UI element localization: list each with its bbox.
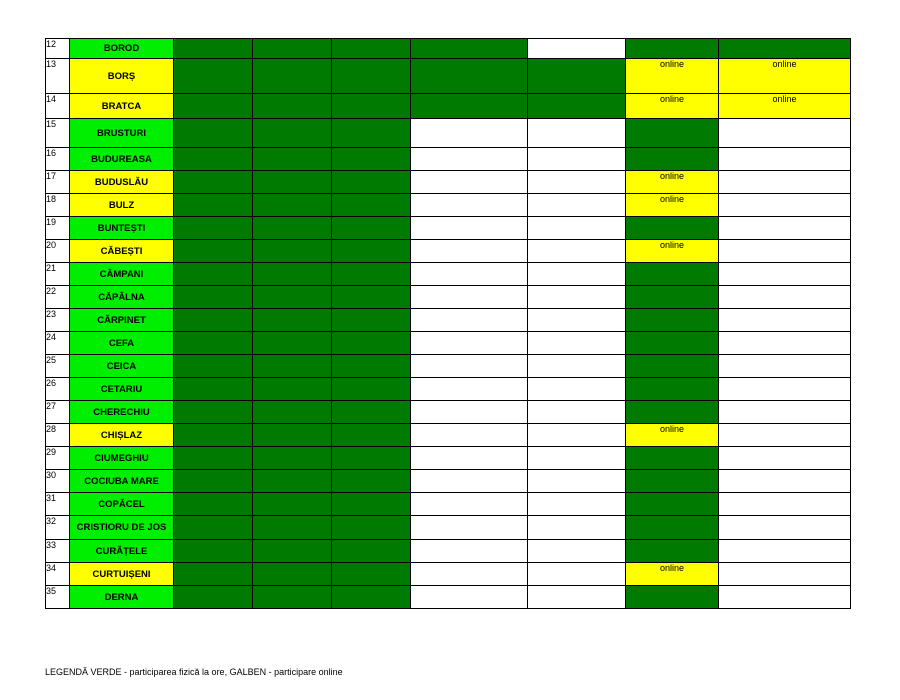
commune-name: BOROD <box>70 39 174 59</box>
status-cell-physical <box>253 470 332 493</box>
status-cell-physical <box>626 286 719 309</box>
row-number: 20 <box>46 240 70 263</box>
status-cell-empty <box>528 424 626 447</box>
legend-text: LEGENDĂ VERDE - participarea fizică la ore, GALBEN - participare online <box>45 667 343 677</box>
status-cell-physical <box>626 148 719 171</box>
status-cell-physical <box>253 194 332 217</box>
status-cell-physical <box>626 378 719 401</box>
status-cell-physical <box>626 540 719 563</box>
status-cell-empty <box>411 378 528 401</box>
status-cell-empty <box>528 194 626 217</box>
status-cell-empty <box>411 516 528 540</box>
status-cell-physical <box>253 148 332 171</box>
status-cell-physical <box>332 171 411 194</box>
status-cell-empty <box>719 263 851 286</box>
row-number: 29 <box>46 447 70 470</box>
status-cell-physical <box>174 447 253 470</box>
row-number: 32 <box>46 516 70 540</box>
table-row <box>46 470 851 493</box>
status-cell-physical <box>174 39 253 59</box>
attendance-table <box>45 38 851 609</box>
commune-name: BUDUSLĂU <box>70 171 174 194</box>
status-cell-empty <box>411 493 528 516</box>
status-cell-empty <box>719 586 851 609</box>
status-cell-physical <box>174 470 253 493</box>
status-cell-physical <box>174 540 253 563</box>
status-cell-empty <box>528 217 626 240</box>
row-number: 25 <box>46 355 70 378</box>
status-cell-empty <box>528 286 626 309</box>
status-cell-empty <box>411 240 528 263</box>
status-cell-physical <box>332 540 411 563</box>
status-cell-physical <box>332 586 411 609</box>
status-cell-physical <box>174 263 253 286</box>
status-cell-physical <box>332 332 411 355</box>
status-cell-empty <box>528 447 626 470</box>
status-cell-physical <box>332 263 411 286</box>
status-cell-physical <box>253 563 332 586</box>
status-cell-empty <box>528 493 626 516</box>
status-cell-physical <box>253 424 332 447</box>
status-cell-physical <box>174 309 253 332</box>
status-cell-online: online <box>626 240 719 263</box>
table-row <box>46 586 851 609</box>
commune-name: BULZ <box>70 194 174 217</box>
status-cell-physical <box>626 401 719 424</box>
commune-name: CĂRPINET <box>70 309 174 332</box>
status-cell-physical <box>253 309 332 332</box>
status-cell-physical <box>332 194 411 217</box>
status-cell-physical <box>174 171 253 194</box>
status-cell-physical <box>626 332 719 355</box>
status-cell-physical <box>528 59 626 94</box>
status-cell-empty <box>528 171 626 194</box>
commune-name: BRATCA <box>70 94 174 119</box>
status-cell-physical <box>411 39 528 59</box>
status-cell-empty <box>528 148 626 171</box>
commune-name: CHIȘLAZ <box>70 424 174 447</box>
status-cell-physical <box>253 94 332 119</box>
row-number: 24 <box>46 332 70 355</box>
status-cell-empty <box>411 586 528 609</box>
table-row <box>46 286 851 309</box>
status-cell-empty <box>719 424 851 447</box>
table-row <box>46 119 851 148</box>
status-cell-physical <box>253 286 332 309</box>
row-number: 16 <box>46 148 70 171</box>
row-number: 28 <box>46 424 70 447</box>
status-cell-empty <box>719 332 851 355</box>
commune-name: CĂPÂLNA <box>70 286 174 309</box>
status-cell-empty <box>411 148 528 171</box>
status-cell-physical <box>332 424 411 447</box>
row-number: 34 <box>46 563 70 586</box>
table-row <box>46 563 851 586</box>
status-cell-empty <box>719 470 851 493</box>
status-cell-physical <box>174 563 253 586</box>
status-cell-empty <box>528 332 626 355</box>
status-cell-online: online <box>626 171 719 194</box>
status-cell-empty <box>719 378 851 401</box>
table-row <box>46 217 851 240</box>
status-cell-physical <box>626 493 719 516</box>
status-cell-empty <box>411 309 528 332</box>
status-cell-physical <box>253 240 332 263</box>
row-number: 30 <box>46 470 70 493</box>
status-cell-physical <box>332 59 411 94</box>
status-cell-empty <box>411 286 528 309</box>
row-number: 19 <box>46 217 70 240</box>
commune-name: CIUMEGHIU <box>70 447 174 470</box>
table-row <box>46 263 851 286</box>
table-row <box>46 332 851 355</box>
status-cell-empty <box>528 240 626 263</box>
status-cell-empty <box>528 470 626 493</box>
status-cell-physical <box>253 217 332 240</box>
status-cell-empty <box>719 286 851 309</box>
status-cell-empty <box>719 148 851 171</box>
status-cell-empty <box>719 240 851 263</box>
status-cell-empty <box>411 424 528 447</box>
status-cell-physical <box>411 94 528 119</box>
table-row <box>46 355 851 378</box>
table-row <box>46 171 851 194</box>
status-cell-physical <box>253 263 332 286</box>
commune-name: CRISTIORU DE JOS <box>70 516 174 540</box>
status-cell-physical <box>253 540 332 563</box>
status-cell-physical <box>253 332 332 355</box>
status-cell-physical <box>626 309 719 332</box>
table-body <box>46 39 851 609</box>
status-cell-physical <box>332 119 411 148</box>
status-cell-empty <box>411 194 528 217</box>
row-number: 12 <box>46 39 70 59</box>
status-cell-physical <box>332 516 411 540</box>
status-cell-physical <box>626 217 719 240</box>
status-cell-online: online <box>626 194 719 217</box>
table-row <box>46 401 851 424</box>
status-cell-empty <box>411 355 528 378</box>
status-cell-physical <box>174 516 253 540</box>
table-row <box>46 194 851 217</box>
row-number: 18 <box>46 194 70 217</box>
status-cell-empty <box>719 171 851 194</box>
status-cell-empty <box>719 194 851 217</box>
status-cell-empty <box>411 119 528 148</box>
status-cell-physical <box>174 378 253 401</box>
status-cell-empty <box>719 447 851 470</box>
commune-name: CURĂȚELE <box>70 540 174 563</box>
status-cell-physical <box>332 355 411 378</box>
row-number: 27 <box>46 401 70 424</box>
status-cell-empty <box>719 119 851 148</box>
status-cell-empty <box>528 516 626 540</box>
commune-name: BUDUREASA <box>70 148 174 171</box>
status-cell-physical <box>332 447 411 470</box>
status-cell-physical <box>332 378 411 401</box>
status-cell-empty <box>528 401 626 424</box>
status-cell-physical <box>332 148 411 171</box>
status-cell-physical <box>332 286 411 309</box>
table-row <box>46 59 851 94</box>
status-cell-physical <box>626 355 719 378</box>
commune-name: BRUSTURI <box>70 119 174 148</box>
status-cell-empty <box>411 332 528 355</box>
status-cell-physical <box>626 470 719 493</box>
table-row <box>46 447 851 470</box>
status-cell-empty <box>719 516 851 540</box>
table-row <box>46 39 851 59</box>
row-number: 22 <box>46 286 70 309</box>
commune-name: CÂMPANI <box>70 263 174 286</box>
status-cell-physical <box>253 447 332 470</box>
table-row <box>46 516 851 540</box>
status-cell-physical <box>626 263 719 286</box>
status-cell-empty <box>719 493 851 516</box>
row-number: 26 <box>46 378 70 401</box>
status-cell-physical <box>719 39 851 59</box>
row-number: 35 <box>46 586 70 609</box>
status-cell-physical <box>174 332 253 355</box>
status-cell-empty <box>528 39 626 59</box>
table-row <box>46 424 851 447</box>
commune-name: CEICA <box>70 355 174 378</box>
status-cell-empty <box>411 171 528 194</box>
commune-name: CHERECHIU <box>70 401 174 424</box>
status-cell-physical <box>253 171 332 194</box>
commune-name: CEFA <box>70 332 174 355</box>
commune-name: CURTUIȘENI <box>70 563 174 586</box>
status-cell-online: online <box>626 94 719 119</box>
status-cell-physical <box>411 59 528 94</box>
status-cell-empty <box>528 355 626 378</box>
status-cell-physical <box>253 59 332 94</box>
status-cell-physical <box>332 493 411 516</box>
status-cell-empty <box>528 309 626 332</box>
status-cell-empty <box>411 263 528 286</box>
commune-name: COPĂCEL <box>70 493 174 516</box>
row-number: 13 <box>46 59 70 94</box>
status-cell-empty <box>528 586 626 609</box>
table-row <box>46 240 851 263</box>
status-cell-physical <box>174 401 253 424</box>
status-cell-physical <box>332 470 411 493</box>
status-cell-physical <box>253 586 332 609</box>
row-number: 23 <box>46 309 70 332</box>
row-number: 14 <box>46 94 70 119</box>
status-cell-empty <box>411 401 528 424</box>
status-cell-physical <box>174 586 253 609</box>
status-cell-physical <box>253 355 332 378</box>
status-cell-physical <box>174 94 253 119</box>
commune-name: CETARIU <box>70 378 174 401</box>
table-row <box>46 148 851 171</box>
status-cell-physical <box>626 39 719 59</box>
status-cell-physical <box>332 309 411 332</box>
status-cell-empty <box>528 563 626 586</box>
status-cell-online: online <box>626 59 719 94</box>
status-cell-physical <box>174 286 253 309</box>
status-cell-online: online <box>626 424 719 447</box>
commune-name: COCIUBA MARE <box>70 470 174 493</box>
commune-name: CĂBEȘTI <box>70 240 174 263</box>
status-cell-empty <box>719 540 851 563</box>
status-cell-physical <box>253 378 332 401</box>
status-cell-empty <box>719 401 851 424</box>
status-cell-empty <box>411 540 528 563</box>
row-number: 31 <box>46 493 70 516</box>
status-cell-empty <box>411 563 528 586</box>
status-cell-physical <box>332 240 411 263</box>
status-cell-physical <box>528 94 626 119</box>
status-cell-physical <box>332 401 411 424</box>
row-number: 33 <box>46 540 70 563</box>
status-cell-physical <box>253 516 332 540</box>
status-cell-empty <box>528 263 626 286</box>
status-cell-physical <box>253 39 332 59</box>
status-cell-physical <box>626 586 719 609</box>
status-cell-empty <box>719 355 851 378</box>
status-cell-online: online <box>719 59 851 94</box>
status-cell-physical <box>253 401 332 424</box>
status-cell-empty <box>411 470 528 493</box>
status-cell-physical <box>332 217 411 240</box>
status-cell-physical <box>174 493 253 516</box>
status-cell-physical <box>626 119 719 148</box>
table-row <box>46 94 851 119</box>
status-cell-physical <box>253 493 332 516</box>
status-cell-physical <box>174 59 253 94</box>
status-cell-online: online <box>626 563 719 586</box>
status-cell-empty <box>411 217 528 240</box>
status-cell-physical <box>174 217 253 240</box>
status-cell-empty <box>719 563 851 586</box>
commune-name: DERNA <box>70 586 174 609</box>
status-cell-empty <box>528 378 626 401</box>
status-cell-physical <box>174 424 253 447</box>
table-row <box>46 309 851 332</box>
commune-name: BUNTEȘTI <box>70 217 174 240</box>
row-number: 17 <box>46 171 70 194</box>
status-cell-physical <box>332 94 411 119</box>
status-cell-empty <box>719 217 851 240</box>
status-cell-empty <box>528 540 626 563</box>
status-cell-physical <box>174 240 253 263</box>
row-number: 15 <box>46 119 70 148</box>
status-cell-physical <box>332 39 411 59</box>
status-cell-empty <box>411 447 528 470</box>
table-row <box>46 493 851 516</box>
status-cell-empty <box>528 119 626 148</box>
table-row <box>46 540 851 563</box>
status-cell-physical <box>174 355 253 378</box>
row-number: 21 <box>46 263 70 286</box>
status-cell-physical <box>174 119 253 148</box>
status-cell-physical <box>253 119 332 148</box>
table-row <box>46 378 851 401</box>
status-cell-physical <box>626 516 719 540</box>
commune-name: BORȘ <box>70 59 174 94</box>
status-cell-physical <box>332 563 411 586</box>
status-cell-empty <box>719 309 851 332</box>
status-cell-physical <box>626 447 719 470</box>
status-cell-online: online <box>719 94 851 119</box>
status-cell-physical <box>174 194 253 217</box>
status-cell-physical <box>174 148 253 171</box>
